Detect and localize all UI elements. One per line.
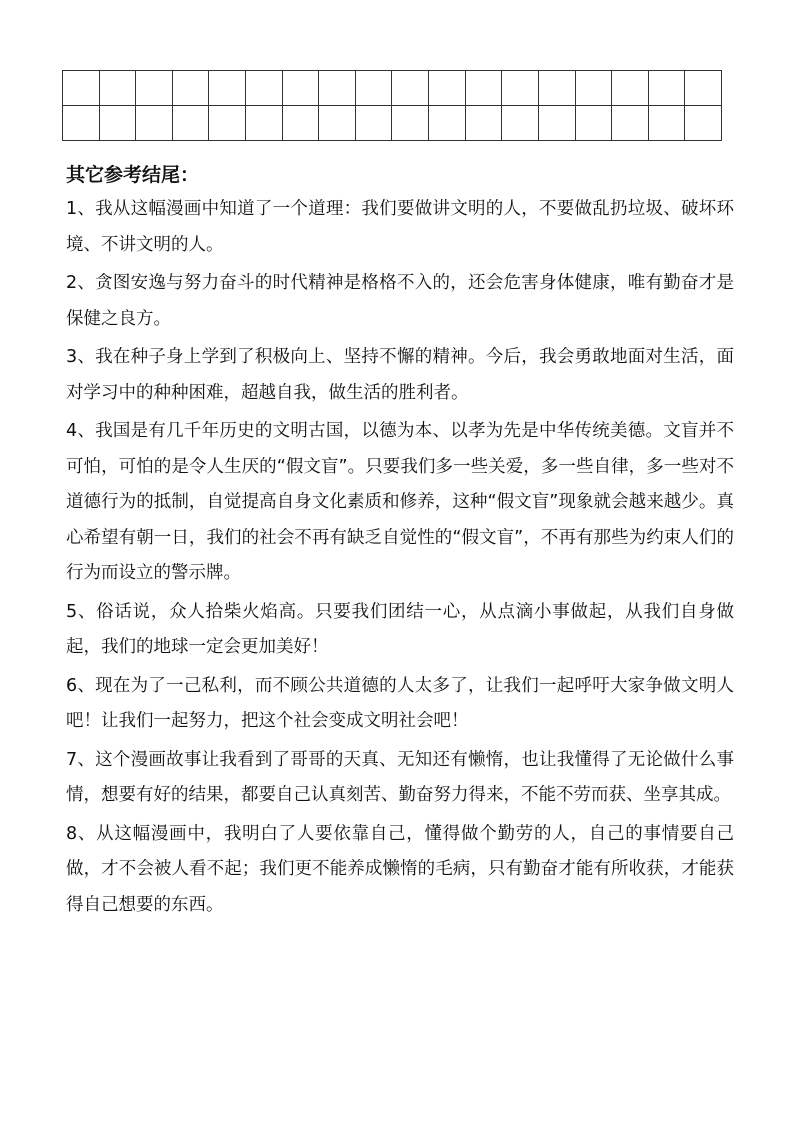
grid-cell <box>612 106 649 141</box>
grid-cell <box>209 106 246 141</box>
grid-cell <box>392 71 429 106</box>
grid-cell <box>648 106 685 141</box>
grid-cell <box>685 106 722 141</box>
ending-item-7: 7、这个漫画故事让我看到了哥哥的天真、无知还有懒惰，也让我懂得了无论做什么事情，想要有好的结果，都要自己认真刻苦、勤奋努力得来，不能不劳而获、坐享其成。 <box>66 749 734 805</box>
ending-item-6: 6、现在为了一己私利，而不顾公共道德的人太多了，让我们一起呼吁大家争做文明人吧！让我们一起努力，把这个社会变成文明社会吧！ <box>66 675 734 731</box>
grid-cell <box>282 106 319 141</box>
grid-cell <box>575 106 612 141</box>
ending-item-3: 3、我在种子身上学到了积极向上、坚持不懈的精神。今后，我会勇敢地面对生活，面对学习中的种种困难，超越自我，做生活的胜利者。 <box>66 347 734 403</box>
grid-cell <box>355 106 392 141</box>
grid-cell <box>63 106 100 141</box>
grid-cell <box>685 71 722 106</box>
grid-row <box>63 106 722 141</box>
section-heading: 其它参考结尾： <box>66 164 200 186</box>
grid-cell <box>172 106 209 141</box>
grid-cell <box>136 106 173 141</box>
grid-cell <box>319 106 356 141</box>
grid-cell <box>319 71 356 106</box>
ending-item-2: 2、贪图安逸与努力奋斗的时代精神是格格不入的，还会危害身体健康，唯有勤奋才是保健之良方。 <box>66 273 734 329</box>
grid-cell <box>209 71 246 106</box>
grid-cell <box>429 71 466 106</box>
grid-cell <box>538 106 575 141</box>
ending-item-4: 4、我国是有几千年历史的文明古国，以德为本、以孝为先是中华传统美德。文盲并不可怕，可怕的是令人生厌的“假文盲”。只要我们多一些关爱，多一些自律，多一些对不道德行为的抵制，自觉提高自身文化素质和修养，这种“假文盲”现象就会越来越少。真心希望有朝一日，我们的社会不再有缺乏自觉性的“假文盲”，不再有那些为约束人们的行为而设立的警示牌。 <box>66 421 734 583</box>
grid-cell <box>648 71 685 106</box>
ending-item-1: 1、我从这幅漫画中知道了一个道理：我们要做讲文明的人，不要做乱扔垃圾、破坏环境、不讲文明的人。 <box>66 199 734 255</box>
grid-cell <box>502 71 539 106</box>
grid-cell <box>538 71 575 106</box>
grid-cell <box>246 71 283 106</box>
grid-cell <box>63 71 100 106</box>
grid-cell <box>246 106 283 141</box>
grid-cell <box>99 71 136 106</box>
writing-grid <box>62 70 722 141</box>
grid-cell <box>355 71 392 106</box>
grid-cell <box>172 71 209 106</box>
grid-cell <box>136 71 173 106</box>
grid-cell <box>465 71 502 106</box>
ending-item-5: 5、俗话说，众人拾柴火焰高。只要我们团结一心，从点滴小事做起，从我们自身做起，我们的地球一定会更加美好！ <box>66 601 734 657</box>
grid-cell <box>612 71 649 106</box>
reference-endings <box>66 160 734 926</box>
grid-cell <box>465 106 502 141</box>
grid-cell <box>502 106 539 141</box>
grid-cell <box>429 106 466 141</box>
grid-cell <box>575 71 612 106</box>
grid-cell <box>99 106 136 141</box>
ending-item-8: 8、从这幅漫画中，我明白了人要依靠自己，懂得做个勤劳的人，自己的事情要自己做，才不会被人看不起；我们更不能养成懒惰的毛病，只有勤奋才能有所收获，才能获得自己想要的东西。 <box>66 823 734 915</box>
grid-cell <box>392 106 429 141</box>
grid-cell <box>282 71 319 106</box>
grid-row <box>63 71 722 106</box>
